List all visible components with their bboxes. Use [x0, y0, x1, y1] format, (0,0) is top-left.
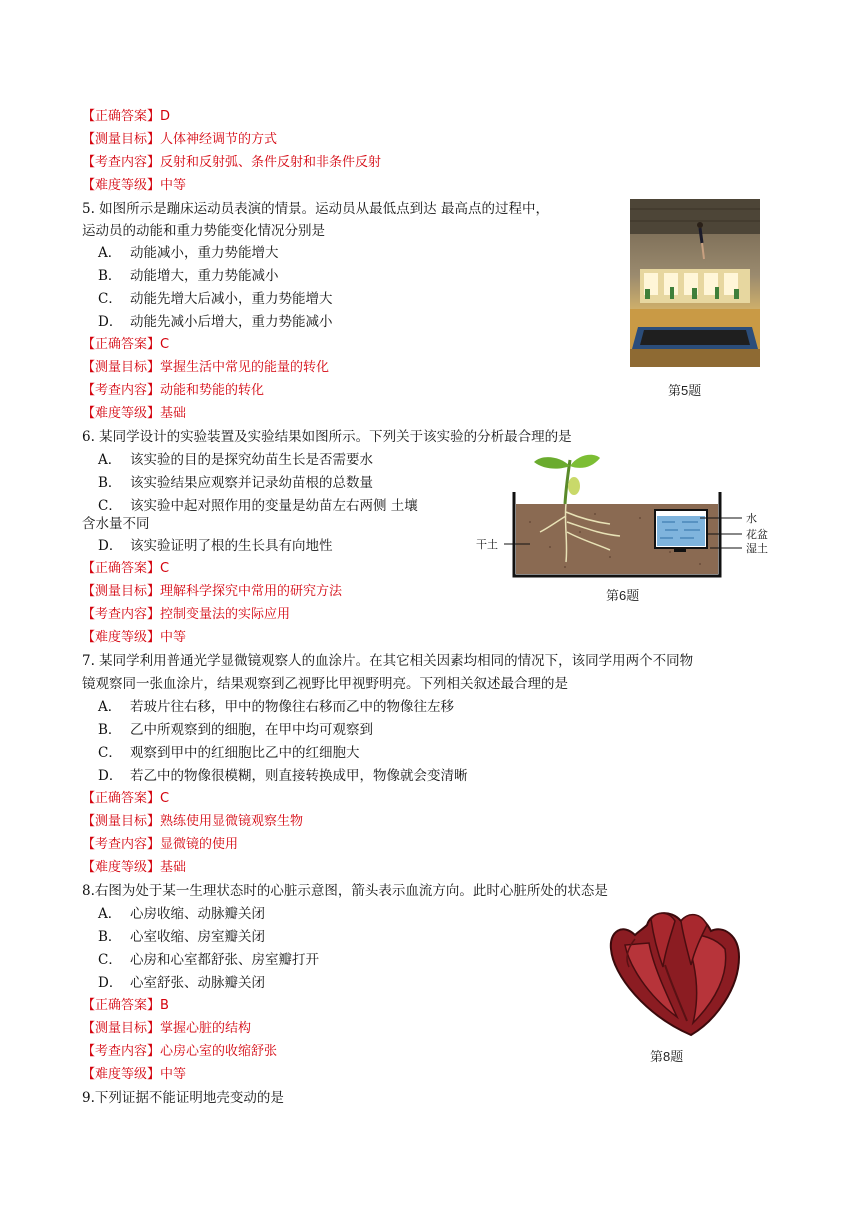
q5-caption: 第5题 — [668, 383, 702, 398]
label-pot: 花盆 — [746, 529, 768, 541]
q8-caption: 第8题 — [650, 1049, 684, 1064]
label-dry-soil: 干土 — [476, 539, 498, 551]
q5-option-d: D． 动能先减小后增大，重力势能减小 — [98, 314, 333, 330]
q6-caption: 第6题 — [606, 588, 640, 603]
q7-content: 【考查内容】显微镜的使用 — [82, 837, 239, 852]
heart-diagram — [605, 905, 745, 1040]
q4-answer: 【正确答案】D — [82, 109, 171, 124]
q4-level: 【难度等级】中等 — [82, 178, 187, 193]
q5-goal: 【测量目标】掌握生活中常见的能量的转化 — [82, 360, 330, 375]
q6-option-c: C． 该实验中起对照作用的变量是幼苗左右两侧 土壤 — [98, 498, 418, 514]
q5-stem-line2: 运动员的动能和重力势能变化情况分别是 — [82, 223, 325, 239]
q7-level: 【难度等级】基础 — [82, 860, 187, 875]
q6-option-b: B． 该实验结果应观察并记录幼苗根的总数量 — [98, 475, 373, 491]
q8-goal: 【测量目标】掌握心脏的结构 — [82, 1021, 252, 1036]
q8-stem-line1: 8.右图为处于某一生理状态时的心脏示意图，箭头表示血流方向。此时心脏所处的状态是 — [82, 883, 608, 899]
q8-option-b: B． 心室收缩、房室瓣关闭 — [98, 929, 265, 945]
q6-stem-line1: 6. 某同学设计的实验装置及实验结果如图所示。下列关于该实验的分析最合理的是 — [82, 429, 572, 445]
q6-option-a: A． 该实验的目的是探究幼苗生长是否需要水 — [98, 452, 373, 468]
q6-answer: 【正确答案】C — [82, 561, 170, 576]
q7-option-c: C． 观察到甲中的红细胞比乙中的红细胞大 — [98, 745, 360, 761]
q7-stem-line1: 7. 某同学利用普通光学显微镜观察人的血涂片。在其它相关因素均相同的情况下，该同学用两个不同物 — [82, 653, 694, 669]
q7-option-b: B． 乙中所观察到的细胞，在甲中均可观察到 — [98, 722, 373, 738]
q5-answer: 【正确答案】C — [82, 337, 170, 352]
q8-option-c: C． 心房和心室都舒张、房室瓣打开 — [98, 952, 319, 968]
q6-goal: 【测量目标】理解科学探究中常用的研究方法 — [82, 584, 343, 599]
q5-option-b: B． 动能增大，重力势能减小 — [98, 268, 279, 284]
q6-level: 【难度等级】中等 — [82, 630, 187, 645]
q7-option-a: A． 若玻片往右移，甲中的物像往右移而乙中的物像往左移 — [98, 699, 454, 715]
label-wet-soil: 湿土 — [746, 543, 768, 555]
q7-goal: 【测量目标】熟练使用显微镜观察生物 — [82, 814, 304, 829]
q5-content: 【考查内容】动能和势能的转化 — [82, 383, 265, 398]
q8-content: 【考查内容】心房心室的收缩舒张 — [82, 1044, 278, 1059]
q9-stem-line1: 9.下列证据不能证明地壳变动的是 — [82, 1090, 284, 1106]
q6-content: 【考查内容】控制变量法的实际应用 — [82, 607, 291, 622]
q5-level: 【难度等级】基础 — [82, 406, 187, 421]
q8-level: 【难度等级】中等 — [82, 1067, 187, 1082]
q4-goal: 【测量目标】人体神经调节的方式 — [82, 132, 278, 147]
q4-content: 【考查内容】反射和反射弧、条件反射和非条件反射 — [82, 155, 382, 170]
q5-stem-line1: 5. 如图所示是蹦床运动员表演的情景。运动员从最低点到达 最高点的过程中， — [82, 201, 549, 217]
q7-stem-line2: 镜观察同一张血涂片，结果观察到乙视野比甲视野明亮。下列相关叙述最合理的是 — [82, 676, 568, 692]
q6-option-c-wrap: 含水量不同 — [82, 516, 150, 532]
q5-option-a: A． 动能减小，重力势能增大 — [98, 245, 279, 261]
trampoline-photo — [630, 199, 760, 367]
q7-answer: 【正确答案】C — [82, 791, 170, 806]
q6-option-d: D． 该实验证明了根的生长具有向地性 — [98, 538, 333, 554]
q8-option-d: D． 心室舒张、动脉瓣关闭 — [98, 975, 265, 991]
q8-option-a: A． 心房收缩、动脉瓣关闭 — [98, 906, 265, 922]
q8-answer: 【正确答案】B — [82, 998, 169, 1013]
seedling-pot-diagram — [470, 452, 780, 582]
q5-option-c: C． 动能先增大后减小，重力势能增大 — [98, 291, 333, 307]
q7-option-d: D． 若乙中的物像很模糊，则直接转换成甲，物像就会变清晰 — [98, 768, 468, 784]
label-water: 水 — [746, 513, 757, 525]
